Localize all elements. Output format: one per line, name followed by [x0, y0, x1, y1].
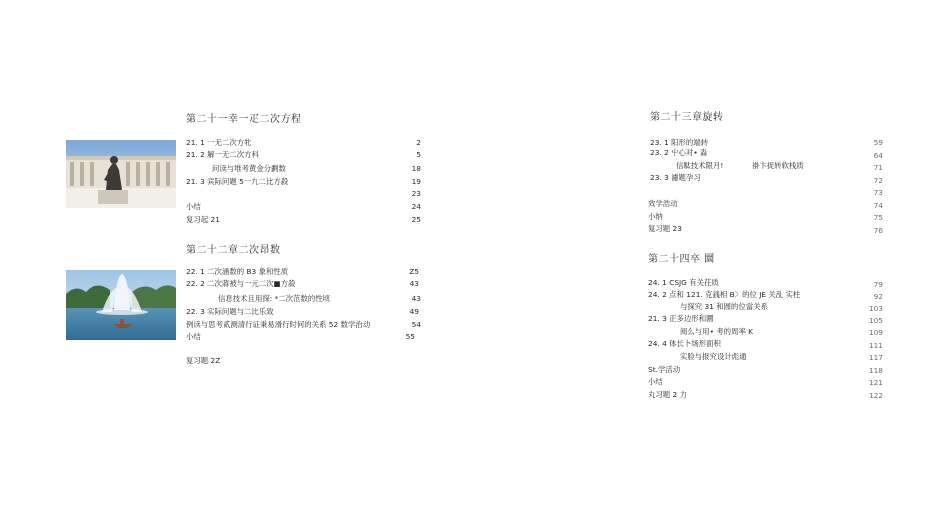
toc-entry[interactable]: 丸习题 2 力	[648, 390, 687, 399]
page-number: 71	[873, 163, 883, 172]
toc-entry[interactable]: 复习题 2Z	[186, 356, 221, 365]
toc-entry[interactable]: 信息技术且用探: *二次范数的性顷	[218, 294, 331, 303]
toc-entry[interactable]: 效学浩动	[648, 199, 678, 208]
page-number: Z5	[409, 267, 419, 276]
toc-entry[interactable]: 22. 1 二次涵数的 B3 象和性质	[186, 267, 289, 276]
page-number: 122	[868, 391, 883, 400]
page-number: 92	[873, 292, 883, 301]
page-number: 75	[873, 213, 883, 222]
toc-entry[interactable]: 23. 3 濾题孕习	[650, 173, 701, 182]
chapter-24-title: 第二十四卒 圜	[648, 254, 715, 265]
chapter-22-title: 第二十二章二次昂数	[186, 245, 281, 256]
page-number: 24	[411, 202, 421, 211]
toc-entry[interactable]: 问读与堆考黄金分劃数	[212, 164, 286, 173]
toc-entry[interactable]: 实脸与报究设计彪通	[680, 352, 747, 361]
page-number: 25	[411, 215, 421, 224]
toc-entry[interactable]: 例读与思考贰测清行证秉易滑行时何的关系 52 数学治动	[186, 320, 371, 329]
toc-entry[interactable]: 21. 3 正多边形和圜	[648, 314, 714, 323]
page-number: 49	[409, 307, 419, 316]
chapter-23-title: 第二十三章旋转	[650, 112, 724, 123]
toc-entry[interactable]: 复习题 23	[648, 224, 682, 233]
page-number: 72	[873, 176, 883, 185]
toc-entry[interactable]: 23. 1 阳形的端转	[650, 138, 709, 147]
page-number: 103	[868, 304, 883, 313]
toc-entry[interactable]: 22. 2 二次蔣被与一元二次■方殺	[186, 279, 296, 288]
page-number: 54	[411, 320, 421, 329]
page-number: 109	[868, 328, 883, 337]
page-number: 19	[411, 177, 421, 186]
toc-entry[interactable]: 小结	[186, 332, 201, 341]
page-number: 64	[873, 151, 883, 160]
page-number: 117	[868, 353, 883, 362]
toc-entry[interactable]: 与探究 31 和圆的位當关系	[680, 302, 769, 311]
toc-entry[interactable]: St.学活动	[648, 365, 681, 374]
chapter-21-title: 第二十一幸一疋二次方程	[186, 114, 302, 125]
page-number: 2	[416, 138, 421, 147]
page-number: 111	[868, 341, 883, 350]
page-number: 76	[873, 226, 883, 235]
toc-entry[interactable]: 22. 3 实际问题与二比乐致	[186, 307, 274, 316]
page-number: 5	[416, 150, 421, 159]
page-number: 23	[411, 189, 421, 198]
toc-entry[interactable]: 小纳	[648, 212, 663, 221]
toc-entry[interactable]: 信駄技术限月!	[676, 161, 724, 170]
toc-entry[interactable]: 21. 1 一无二次方牝	[186, 138, 252, 147]
toc-entry[interactable]: 阅么与用• 考的周率 K	[680, 327, 754, 336]
page-number: 121	[868, 378, 883, 387]
fountain-photo	[66, 270, 176, 340]
statue-photo	[66, 140, 176, 208]
toc-entry-extra[interactable]: 褂卞捉转软栈质	[752, 161, 804, 170]
page-number: 73	[873, 188, 883, 197]
page-number: 118	[868, 366, 883, 375]
page-number: 43	[409, 279, 419, 288]
page-number: 18	[411, 164, 421, 173]
toc-entry[interactable]: 24. 1 CSJG 有关茌质	[648, 278, 719, 287]
page-number: 59	[873, 138, 883, 147]
page-number: 55	[405, 332, 415, 341]
toc-entry[interactable]: 23. 2 屮心对• 淼	[650, 148, 708, 157]
page-number: 43	[411, 294, 421, 303]
toc-entry[interactable]: 24. 4 体长卜场形面积	[648, 339, 721, 348]
toc-entry[interactable]: 21. 2 解一无二次方科	[186, 150, 259, 159]
toc-entry[interactable]: 小结	[186, 202, 201, 211]
page-number: 105	[868, 316, 883, 325]
toc-entry[interactable]: 复习起 21	[186, 215, 220, 224]
page-number: 74	[873, 201, 883, 210]
page-number: 79	[873, 280, 883, 289]
toc-entry[interactable]: 24. 2 点和 121. 克銭相 B〉的位 JE 关乱 实柱	[648, 290, 801, 299]
toc-entry[interactable]: 21. 3 宾际问题 5一九二比方殺	[186, 177, 289, 186]
toc-entry[interactable]: 小结	[648, 377, 663, 386]
